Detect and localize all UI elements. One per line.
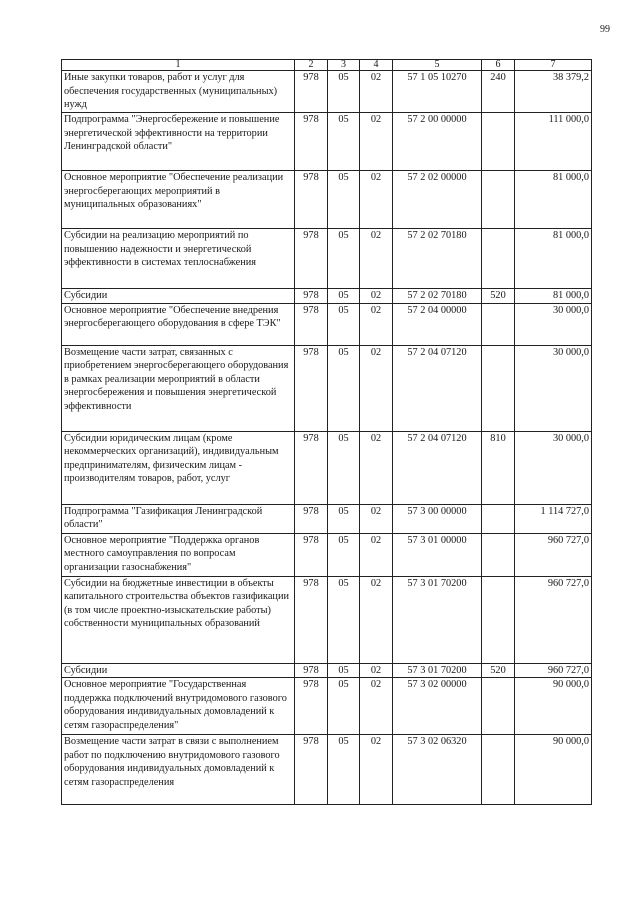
ministry-code: 978 — [295, 229, 328, 289]
amount: 960 727,0 — [515, 663, 592, 678]
target-code: 57 1 05 10270 — [393, 71, 482, 113]
subsection-code: 02 — [360, 576, 393, 663]
target-code: 57 2 02 70180 — [393, 289, 482, 304]
expense-type — [482, 303, 515, 345]
section-code: 05 — [328, 663, 360, 678]
target-code: 57 2 00 00000 — [393, 113, 482, 171]
subsection-code: 02 — [360, 113, 393, 171]
ministry-code: 978 — [295, 431, 328, 504]
amount: 81 000,0 — [515, 229, 592, 289]
row-name: Субсидии на реализацию мероприятий по повышению надежности и энергетической эффективности в системах теплоснабжения — [62, 229, 295, 289]
ministry-code: 978 — [295, 345, 328, 431]
row-name: Субсидии на бюджетные инвестиции в объекты капитального строительства объектов газификации (в том числе проектно-изыскательские работы) собственности муниципальных образований — [62, 576, 295, 663]
ministry-code: 978 — [295, 663, 328, 678]
subsection-code: 02 — [360, 71, 393, 113]
subsection-code: 02 — [360, 345, 393, 431]
column-header: 7 — [515, 60, 592, 71]
subsection-code: 02 — [360, 171, 393, 229]
row-name: Основное мероприятие "Государственная поддержка подключений внутридомового газового оборудования индивидуальных домовладений к сетям газораспределения" — [62, 678, 295, 735]
amount: 111 000,0 — [515, 113, 592, 171]
amount: 90 000,0 — [515, 735, 592, 805]
expense-type: 240 — [482, 71, 515, 113]
ministry-code: 978 — [295, 303, 328, 345]
section-code: 05 — [328, 71, 360, 113]
expense-type — [482, 678, 515, 735]
target-code: 57 3 01 00000 — [393, 533, 482, 576]
expense-type — [482, 229, 515, 289]
target-code: 57 3 02 06320 — [393, 735, 482, 805]
amount: 81 000,0 — [515, 171, 592, 229]
row-name: Иные закупки товаров, работ и услуг для обеспечения государственных (муниципальных) нужд — [62, 71, 295, 113]
budget-table — [61, 59, 592, 805]
row-name: Основное мероприятие "Поддержка органов местного самоуправления по вопросам организации газоснабжения" — [62, 533, 295, 576]
ministry-code: 978 — [295, 533, 328, 576]
amount: 30 000,0 — [515, 303, 592, 345]
section-code: 05 — [328, 289, 360, 304]
subsection-code: 02 — [360, 678, 393, 735]
expense-type — [482, 576, 515, 663]
expense-type — [482, 171, 515, 229]
row-name: Подпрограмма "Энергосбережение и повышение энергетической эффективности на территории Ленинградской области" — [62, 113, 295, 171]
amount: 960 727,0 — [515, 533, 592, 576]
section-code: 05 — [328, 303, 360, 345]
section-code: 05 — [328, 735, 360, 805]
subsection-code: 02 — [360, 663, 393, 678]
ministry-code: 978 — [295, 504, 328, 533]
column-header: 3 — [328, 60, 360, 71]
target-code: 57 3 01 70200 — [393, 576, 482, 663]
row-name: Основное мероприятие "Обеспечение внедрения энергосберегающего оборудования в сфере ТЭК" — [62, 303, 295, 345]
section-code: 05 — [328, 171, 360, 229]
target-code: 57 3 01 70200 — [393, 663, 482, 678]
target-code: 57 2 04 07120 — [393, 431, 482, 504]
row-name: Субсидии — [62, 663, 295, 678]
row-name: Возмещение части затрат в связи с выполнением работ по подключению внутридомового газового оборудования индивидуальных домовладений к сетям газораспределения — [62, 735, 295, 805]
subsection-code: 02 — [360, 303, 393, 345]
expense-type — [482, 113, 515, 171]
subsection-code: 02 — [360, 289, 393, 304]
subsection-code: 02 — [360, 504, 393, 533]
target-code: 57 2 04 07120 — [393, 345, 482, 431]
section-code: 05 — [328, 345, 360, 431]
target-code: 57 2 02 70180 — [393, 229, 482, 289]
column-header: 5 — [393, 60, 482, 71]
target-code: 57 3 00 00000 — [393, 504, 482, 533]
row-name: Возмещение части затрат, связанных с приобретением энергосберегающего оборудования в рамках реализации мероприятий в области энергосбережения и повышения энергетической эффективности — [62, 345, 295, 431]
amount: 960 727,0 — [515, 576, 592, 663]
ministry-code: 978 — [295, 71, 328, 113]
amount: 81 000,0 — [515, 289, 592, 304]
ministry-code: 978 — [295, 678, 328, 735]
subsection-code: 02 — [360, 533, 393, 576]
amount: 30 000,0 — [515, 431, 592, 504]
row-name: Основное мероприятие "Обеспечение реализации энергосберегающих мероприятий в муниципальных образованиях" — [62, 171, 295, 229]
row-name: Подпрограмма "Газификация Ленинградской области" — [62, 504, 295, 533]
expense-type: 520 — [482, 663, 515, 678]
section-code: 05 — [328, 576, 360, 663]
amount: 1 114 727,0 — [515, 504, 592, 533]
column-header: 1 — [62, 60, 295, 71]
subsection-code: 02 — [360, 735, 393, 805]
section-code: 05 — [328, 229, 360, 289]
ministry-code: 978 — [295, 735, 328, 805]
target-code: 57 3 02 00000 — [393, 678, 482, 735]
column-header: 6 — [482, 60, 515, 71]
section-code: 05 — [328, 504, 360, 533]
amount: 90 000,0 — [515, 678, 592, 735]
expense-type: 520 — [482, 289, 515, 304]
ministry-code: 978 — [295, 289, 328, 304]
expense-type — [482, 533, 515, 576]
expense-type — [482, 735, 515, 805]
ministry-code: 978 — [295, 576, 328, 663]
target-code: 57 2 04 00000 — [393, 303, 482, 345]
subsection-code: 02 — [360, 431, 393, 504]
section-code: 05 — [328, 678, 360, 735]
column-header: 2 — [295, 60, 328, 71]
page-number: 99 — [600, 24, 610, 35]
section-code: 05 — [328, 431, 360, 504]
expense-type — [482, 504, 515, 533]
subsection-code: 02 — [360, 229, 393, 289]
amount: 30 000,0 — [515, 345, 592, 431]
table-header-row — [62, 60, 592, 71]
target-code: 57 2 02 00000 — [393, 171, 482, 229]
expense-type: 810 — [482, 431, 515, 504]
column-header: 4 — [360, 60, 393, 71]
expense-type — [482, 345, 515, 431]
section-code: 05 — [328, 533, 360, 576]
row-name: Субсидии — [62, 289, 295, 304]
row-name: Субсидии юридическим лицам (кроме некоммерческих организаций), индивидуальным предпринимателям, физическим лицам - производителям товаров, работ, услуг — [62, 431, 295, 504]
ministry-code: 978 — [295, 171, 328, 229]
section-code: 05 — [328, 113, 360, 171]
amount: 38 379,2 — [515, 71, 592, 113]
ministry-code: 978 — [295, 113, 328, 171]
